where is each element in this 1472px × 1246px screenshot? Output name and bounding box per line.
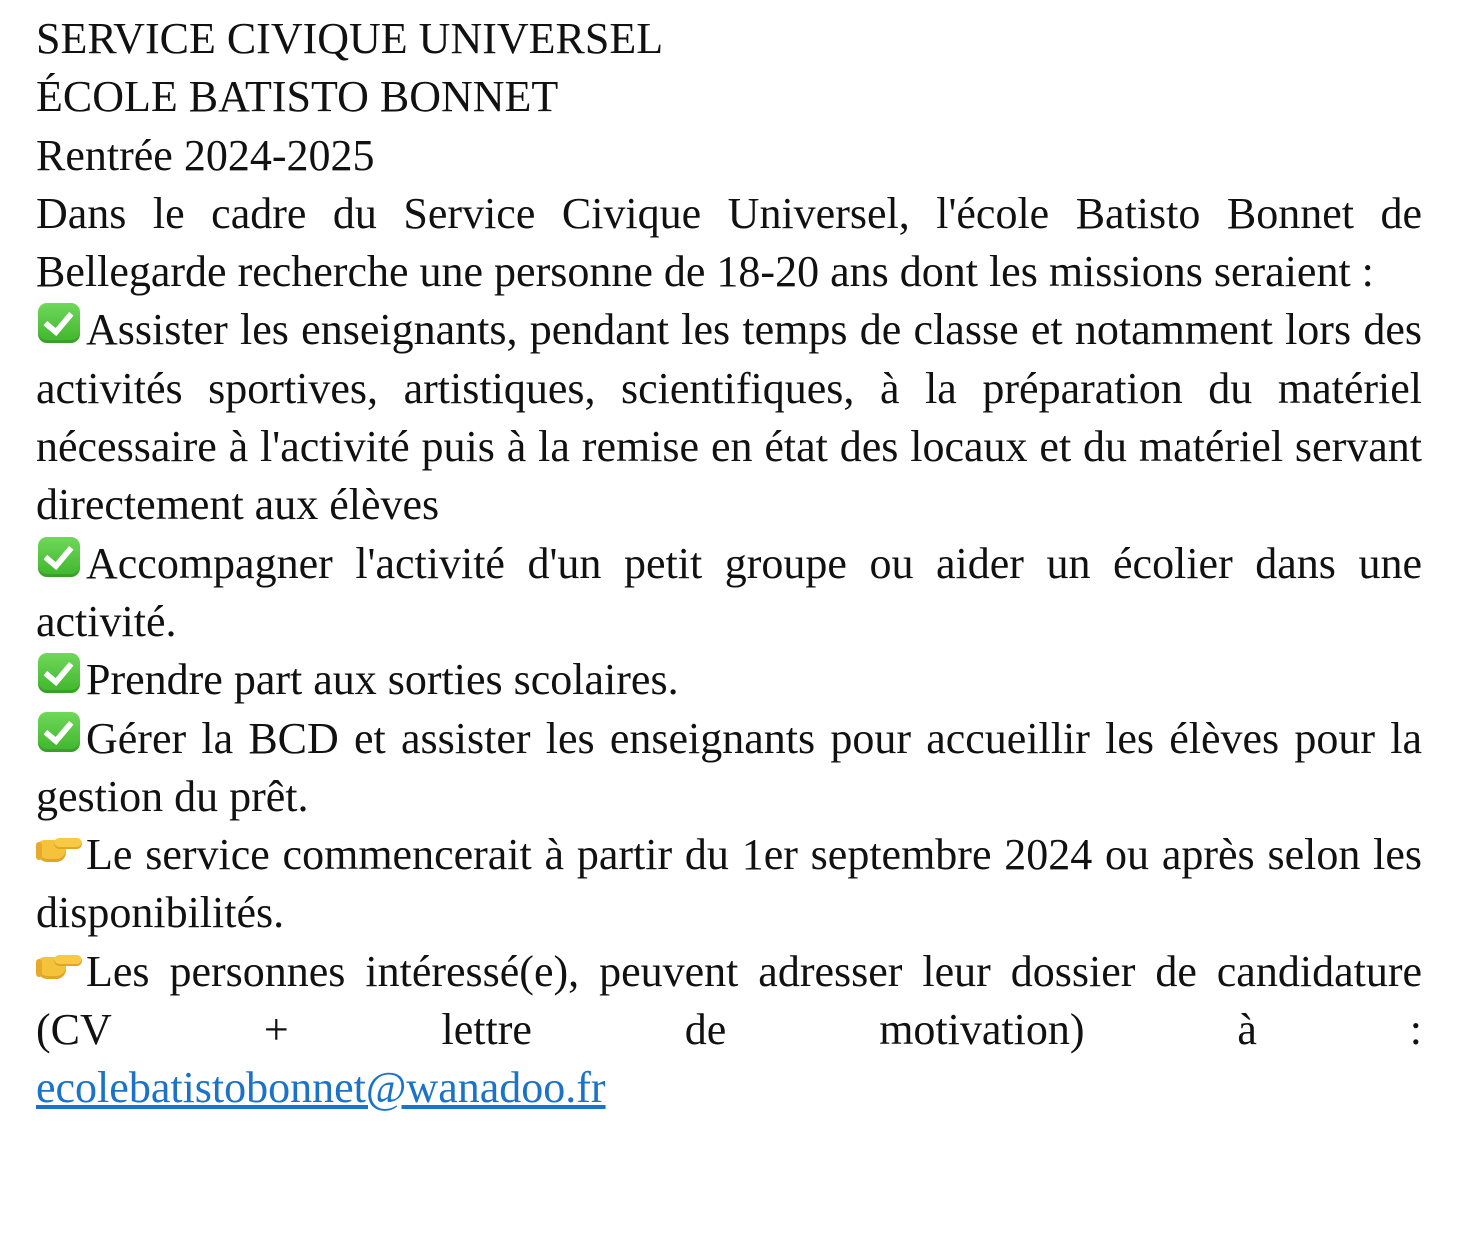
mission-text: Accompagner l'activité d'un petit groupe ou aider un écolier dans une activité. <box>36 538 1422 646</box>
mission-item <box>36 651 1422 709</box>
note-text: Le service commencerait à partir du 1er septembre 2024 ou après selon les disponibilités. <box>36 830 1422 938</box>
pointing-hand-icon <box>36 826 82 872</box>
school-year: Rentrée 2024-2025 <box>36 130 375 180</box>
note-text: Les personnes intéressé(e), peuvent adresser leur dossier de candidature (CV + lettre de motivation) à : <box>36 946 1422 1055</box>
mission-text: Gérer la BCD et assister les enseignants pour accueillir les élèves pour la gestion du prêt. <box>36 713 1422 821</box>
mission-item <box>36 710 1422 827</box>
mission-text: Assister les enseignants, pendant les temps de classe et notamment lors des activités sportives, artistiques, scientifiques, à la préparation du matériel nécessaire à l'activité puis à la remise en état des locaux et du matériel servant directement aux élèves <box>36 305 1422 530</box>
note-item <box>36 826 1422 943</box>
mission-item <box>36 535 1422 652</box>
note-item <box>36 943 1422 1060</box>
check-mark-button-icon <box>36 710 82 756</box>
pointing-hand-icon <box>36 943 82 989</box>
announcement-document <box>36 10 1422 1118</box>
check-mark-button-icon <box>36 535 82 581</box>
header-title: SERVICE CIVIQUE UNIVERSEL <box>36 14 664 63</box>
school-name: ÉCOLE BATISTO BONNET <box>36 72 559 122</box>
mission-item <box>36 301 1422 534</box>
check-mark-button-icon <box>36 301 82 347</box>
check-mark-button-icon <box>36 651 82 697</box>
intro-paragraph: Dans le cadre du Service Civique Universel, l'école Batisto Bonnet de Bellegarde recherche une personne de 18-20 ans dont les missions seraient : <box>36 188 1422 297</box>
contact-email-link[interactable]: ecolebatistobonnet@wanadoo.fr <box>36 1063 606 1113</box>
mission-text: Prendre part aux sorties scolaires. <box>86 655 679 705</box>
